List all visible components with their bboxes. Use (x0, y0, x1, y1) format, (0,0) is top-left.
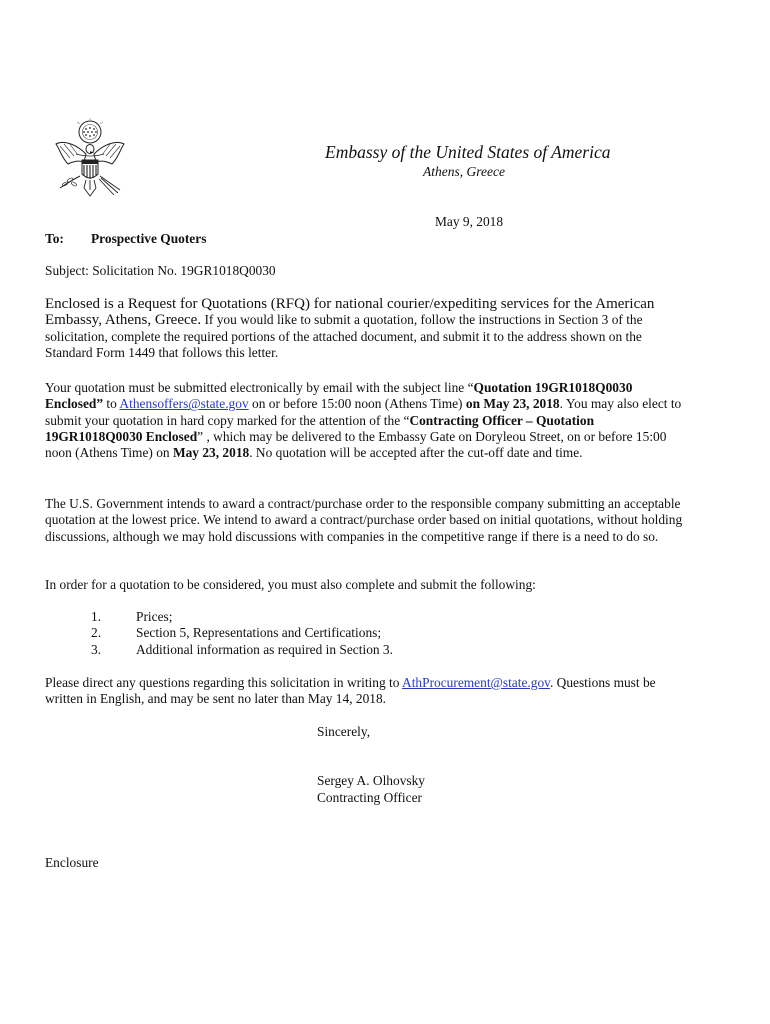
list-item (0, 642, 700, 658)
list-item-text: Prices; (136, 609, 173, 624)
eagle-seal-icon (50, 118, 130, 200)
list-item-number: 1. (91, 609, 102, 624)
embassy-name: Embassy of the United States of America (325, 142, 611, 162)
submission-attention-bold: Contracting Officer – Quotation 19GR1018Q0030 Enclosed (45, 412, 595, 444)
embassy-seal (50, 118, 130, 200)
recipient-label: To: (45, 231, 64, 246)
paragraph-rfq-intro (45, 296, 685, 361)
paragraph-requirements-intro: In order for a quotation to be considered, you must also complete and submit the following: (45, 577, 536, 592)
paragraph-questions (45, 675, 685, 708)
questions-text-1: Please direct any questions regarding this solicitation in writing to (45, 675, 403, 690)
subject-line: Subject: Solicitation No. 19GR1018Q0030 (45, 263, 276, 278)
rfq-intro-lead: Enclosed is a Request for Quotations (RFQ) for national courier/expediting services for the American Embassy, Athens, Greece. (45, 296, 655, 329)
athprocurement-email-link[interactable]: AthProcurement@state.gov (402, 675, 550, 690)
list-item (0, 609, 700, 625)
athensoffers-email-link[interactable]: Athensoffers@state.gov (119, 396, 249, 412)
list-item-text: Additional information as required in Section 3. (136, 641, 393, 657)
paragraph-submission (45, 380, 685, 461)
embassy-city: Athens, Greece (423, 164, 505, 179)
enclosure-label: Enclosure (45, 855, 99, 870)
recipient-value: Prospective Quoters (91, 231, 207, 246)
submission-text-1: Your quotation must be submitted electronically by email with the subject line “ (45, 380, 474, 395)
submission-text-3: on or before 15:00 noon (Athens Time) (248, 396, 466, 412)
requirements-list (0, 609, 700, 658)
submission-text-4: . You may also elect to submit your quotation in hard copy marked for the attention of the “ (45, 396, 682, 428)
list-item-text: Section 5, Representations and Certifications; (136, 625, 382, 641)
list-item-number: 3. (91, 641, 102, 657)
submission-deadline-bold: on May 23, 2018 (465, 396, 560, 412)
submission-text-6: . No quotation will be accepted after the cut-off date and time. (249, 445, 583, 461)
questions-text-2: . Questions must be written in English, and may be sent no later than May 14, 2018. (45, 675, 656, 707)
closing-salutation: Sincerely, (317, 724, 371, 739)
submission-text-2: to (103, 396, 120, 412)
submission-date-bold: May 23, 2018 (172, 445, 250, 461)
submission-text-5: ” , which may be delivered to the Embassy Gate on Doryleou Street, on or before 15:00 noon (Athens Time) on (45, 428, 667, 461)
paragraph-award: The U.S. Government intends to award a contract/purchase order to the responsible company submitting an acceptable quotation at the lowest price. We intend to award a contract/purchase order based on initial quotations, without holding discussions, although we may hold discussions with companies in the competitive range if there is a need to do so. (45, 496, 683, 544)
letter-date: May 9, 2018 (435, 214, 504, 229)
signer-name: Sergey A. Olhovsky (317, 773, 425, 788)
list-item-number: 2. (91, 625, 102, 641)
submission-subject-bold: Quotation 19GR1018Q0030 Enclosed” (45, 380, 633, 412)
list-item (0, 625, 700, 641)
signer-title: Contracting Officer (317, 790, 422, 805)
rfq-intro-rest: If you would like to submit a quotation, follow the instructions in Section 3 of the solicitation, complete the required portions of the attached document, and submit it to the address shown on the Standard Form 1449 that follows this letter. (45, 312, 643, 360)
